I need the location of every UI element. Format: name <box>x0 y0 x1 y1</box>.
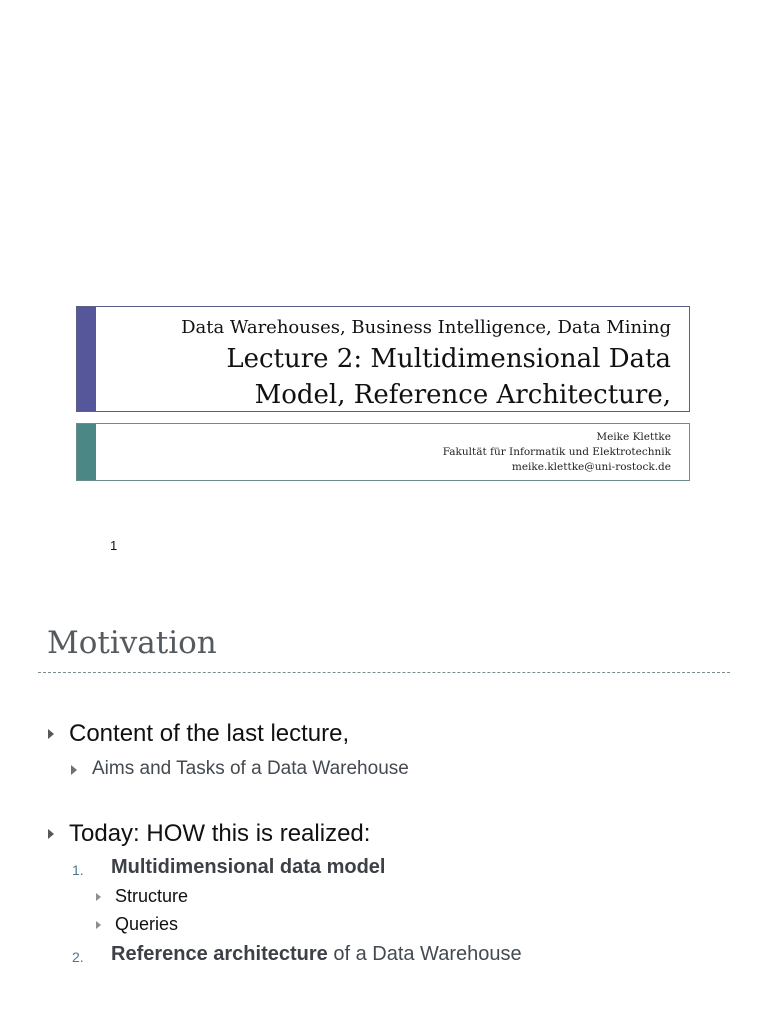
sub-bullet-text: Structure <box>115 886 189 906</box>
slide-title: Motivation <box>47 625 217 661</box>
lecture-title-line-2: Model, Reference Architecture, <box>254 380 671 410</box>
author-faculty: Fakultät für Informatik und Elektrotechnik <box>442 446 671 458</box>
lecture-title-line-1: Lecture 2: Multidimensional Data <box>226 344 671 374</box>
bullet-text: Today: HOW this is realized: <box>69 820 371 847</box>
author-accent-bar <box>77 424 96 480</box>
title-accent-bar <box>77 307 96 411</box>
lecture-title <box>111 341 671 413</box>
author-box <box>76 423 690 481</box>
course-title: Data Warehouses, Business Intelligence, Data Mining <box>181 317 671 338</box>
numbered-item-rest: of a Data Warehouse <box>327 943 522 965</box>
triangle-bullet-icon <box>48 729 54 739</box>
list-number: 1. <box>72 862 84 878</box>
triangle-bullet-icon <box>96 921 101 929</box>
numbered-item <box>111 943 522 966</box>
bullet-text: Content of the last lecture, <box>69 720 350 747</box>
numbered-item <box>111 856 385 879</box>
title-divider <box>38 672 730 673</box>
sub-bullet-text: Aims and Tasks of a Data Warehouse <box>92 758 409 779</box>
title-box <box>76 306 690 412</box>
triangle-bullet-icon <box>71 765 77 775</box>
list-number: 2. <box>72 949 84 965</box>
author-name: Meike Klettke <box>596 431 671 443</box>
author-email: meike.klettke@uni-rostock.de <box>511 461 671 473</box>
sub-bullet-text: Queries <box>115 914 179 934</box>
numbered-item-bold: Reference architecture <box>111 943 328 965</box>
page-number: 1 <box>110 538 118 553</box>
triangle-bullet-icon <box>96 893 101 901</box>
triangle-bullet-icon <box>48 829 54 839</box>
author-info <box>443 430 671 475</box>
numbered-item-bold: Multidimensional data model <box>111 856 386 878</box>
